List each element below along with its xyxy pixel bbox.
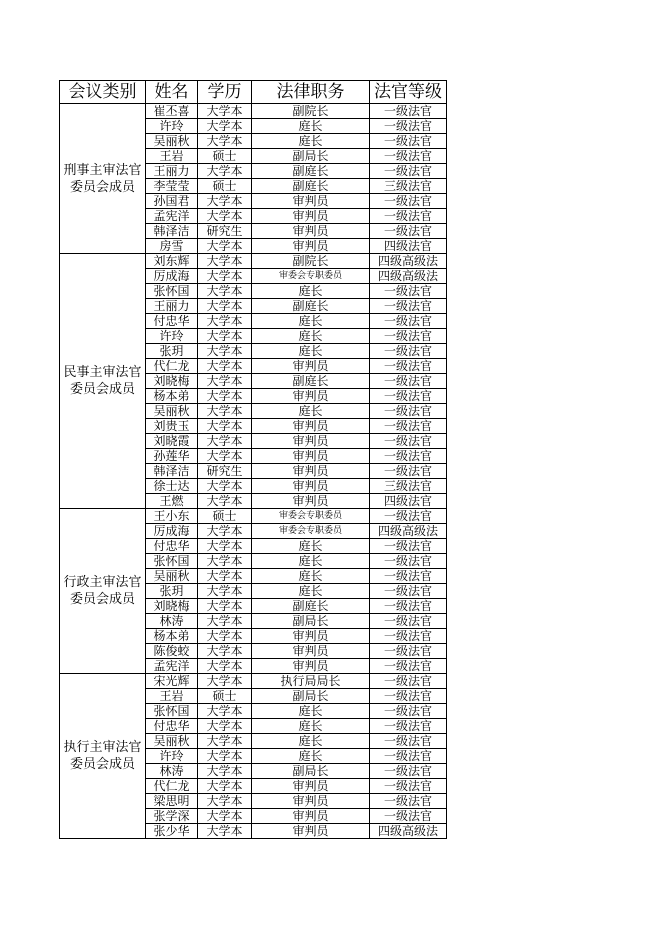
judge-rank-cell: 一级法官 bbox=[370, 614, 447, 629]
name-cell: 林涛 bbox=[146, 614, 198, 629]
education-cell: 研究生 bbox=[198, 224, 252, 239]
education-cell: 硕士 bbox=[198, 179, 252, 194]
judge-rank-cell: 一级法官 bbox=[370, 644, 447, 659]
name-cell: 许玲 bbox=[146, 749, 198, 764]
education-cell: 大学本 bbox=[198, 704, 252, 719]
name-cell: 刘晓梅 bbox=[146, 374, 198, 389]
table-body bbox=[60, 104, 447, 839]
education-cell: 大学本 bbox=[198, 809, 252, 824]
education-cell: 大学本 bbox=[198, 359, 252, 374]
education-cell: 硕士 bbox=[198, 149, 252, 164]
judge-rank-cell: 一级法官 bbox=[370, 119, 447, 134]
education-cell: 大学本 bbox=[198, 104, 252, 119]
education-cell: 大学本 bbox=[198, 794, 252, 809]
name-cell: 房雪 bbox=[146, 239, 198, 254]
judge-rank-cell: 一级法官 bbox=[370, 194, 447, 209]
legal-position-cell: 审判员 bbox=[252, 434, 370, 449]
judge-rank-cell: 一级法官 bbox=[370, 374, 447, 389]
judge-rank-cell: 一级法官 bbox=[370, 764, 447, 779]
name-cell: 孟宪洋 bbox=[146, 659, 198, 674]
name-cell: 王岩 bbox=[146, 149, 198, 164]
legal-position-cell: 副庭长 bbox=[252, 299, 370, 314]
judge-rank-cell: 一级法官 bbox=[370, 419, 447, 434]
name-cell: 吴丽秋 bbox=[146, 404, 198, 419]
legal-position-cell: 庭长 bbox=[252, 704, 370, 719]
legal-position-cell: 审判员 bbox=[252, 239, 370, 254]
legal-position-cell: 庭长 bbox=[252, 584, 370, 599]
legal-position-cell: 副庭长 bbox=[252, 374, 370, 389]
legal-position-cell: 庭长 bbox=[252, 314, 370, 329]
education-cell: 大学本 bbox=[198, 659, 252, 674]
judge-rank-cell: 一级法官 bbox=[370, 404, 447, 419]
education-cell: 大学本 bbox=[198, 239, 252, 254]
education-cell: 大学本 bbox=[198, 629, 252, 644]
judge-rank-cell: 一级法官 bbox=[370, 434, 447, 449]
legal-position-cell: 庭长 bbox=[252, 569, 370, 584]
name-cell: 许玲 bbox=[146, 119, 198, 134]
education-cell: 大学本 bbox=[198, 254, 252, 269]
education-cell: 大学本 bbox=[198, 329, 252, 344]
judge-rank-cell: 一级法官 bbox=[370, 149, 447, 164]
judge-rank-cell: 四级高级法 bbox=[370, 254, 447, 269]
education-cell: 大学本 bbox=[198, 194, 252, 209]
legal-position-cell: 副院长 bbox=[252, 254, 370, 269]
name-cell: 代仁龙 bbox=[146, 779, 198, 794]
education-cell: 大学本 bbox=[198, 674, 252, 689]
header-name: 姓名 bbox=[146, 81, 198, 104]
legal-position-cell: 审委会专职委员 bbox=[252, 509, 370, 524]
education-cell: 大学本 bbox=[198, 434, 252, 449]
judge-rank-cell: 三级法官 bbox=[370, 179, 447, 194]
name-cell: 孙莲华 bbox=[146, 449, 198, 464]
education-cell: 大学本 bbox=[198, 389, 252, 404]
name-cell: 林涛 bbox=[146, 764, 198, 779]
table-row bbox=[60, 104, 447, 119]
legal-position-cell: 审判员 bbox=[252, 794, 370, 809]
legal-position-cell: 庭长 bbox=[252, 539, 370, 554]
name-cell: 张少华 bbox=[146, 824, 198, 839]
judge-rank-cell: 一级法官 bbox=[370, 809, 447, 824]
judge-rank-cell: 一级法官 bbox=[370, 284, 447, 299]
legal-position-cell: 审判员 bbox=[252, 194, 370, 209]
education-cell: 大学本 bbox=[198, 344, 252, 359]
legal-position-cell: 审判员 bbox=[252, 659, 370, 674]
legal-position-cell: 庭长 bbox=[252, 749, 370, 764]
name-cell: 杨本弟 bbox=[146, 629, 198, 644]
judge-rank-cell: 一级法官 bbox=[370, 779, 447, 794]
legal-position-cell: 副局长 bbox=[252, 149, 370, 164]
judge-rank-cell: 一级法官 bbox=[370, 704, 447, 719]
table-row bbox=[60, 509, 447, 524]
legal-position-cell: 庭长 bbox=[252, 554, 370, 569]
judge-rank-cell: 一级法官 bbox=[370, 134, 447, 149]
name-cell: 韩泽洁 bbox=[146, 464, 198, 479]
judge-rank-cell: 一级法官 bbox=[370, 314, 447, 329]
judge-rank-cell: 一级法官 bbox=[370, 209, 447, 224]
judge-rank-cell: 一级法官 bbox=[370, 689, 447, 704]
education-cell: 大学本 bbox=[198, 539, 252, 554]
education-cell: 硕士 bbox=[198, 509, 252, 524]
judge-rank-cell: 一级法官 bbox=[370, 449, 447, 464]
judge-rank-cell: 一级法官 bbox=[370, 389, 447, 404]
education-cell: 大学本 bbox=[198, 494, 252, 509]
name-cell: 厉成海 bbox=[146, 524, 198, 539]
judge-rank-cell: 一级法官 bbox=[370, 569, 447, 584]
education-cell: 研究生 bbox=[198, 464, 252, 479]
legal-position-cell: 副局长 bbox=[252, 614, 370, 629]
education-cell: 大学本 bbox=[198, 779, 252, 794]
legal-position-cell: 副庭长 bbox=[252, 599, 370, 614]
judge-rank-cell: 一级法官 bbox=[370, 344, 447, 359]
legal-position-cell: 审判员 bbox=[252, 464, 370, 479]
header-row bbox=[60, 81, 447, 104]
name-cell: 刘晓霞 bbox=[146, 434, 198, 449]
judge-rank-cell: 四级高级法 bbox=[370, 824, 447, 839]
legal-position-cell: 审判员 bbox=[252, 389, 370, 404]
name-cell: 付忠华 bbox=[146, 539, 198, 554]
legal-position-cell: 审委会专职委员 bbox=[252, 524, 370, 539]
category-cell: 民事主审法官委员会成员 bbox=[60, 254, 146, 509]
name-cell: 厉成海 bbox=[146, 269, 198, 284]
education-cell: 大学本 bbox=[198, 284, 252, 299]
name-cell: 刘贵玉 bbox=[146, 419, 198, 434]
judge-rank-cell: 一级法官 bbox=[370, 584, 447, 599]
category-cell: 行政主审法官委员会成员 bbox=[60, 509, 146, 674]
name-cell: 崔丕喜 bbox=[146, 104, 198, 119]
judge-rank-cell: 四级高级法 bbox=[370, 524, 447, 539]
education-cell: 大学本 bbox=[198, 314, 252, 329]
legal-position-cell: 副庭长 bbox=[252, 164, 370, 179]
education-cell: 硕士 bbox=[198, 689, 252, 704]
education-cell: 大学本 bbox=[198, 449, 252, 464]
legal-position-cell: 审判员 bbox=[252, 809, 370, 824]
judge-rank-cell: 一级法官 bbox=[370, 734, 447, 749]
name-cell: 梁思明 bbox=[146, 794, 198, 809]
education-cell: 大学本 bbox=[198, 524, 252, 539]
name-cell: 王小东 bbox=[146, 509, 198, 524]
header-category: 会议类别 bbox=[60, 81, 146, 104]
name-cell: 吴丽秋 bbox=[146, 134, 198, 149]
legal-position-cell: 审委会专职委员 bbox=[252, 269, 370, 284]
name-cell: 徐士达 bbox=[146, 479, 198, 494]
education-cell: 大学本 bbox=[198, 269, 252, 284]
judge-rank-cell: 三级法官 bbox=[370, 479, 447, 494]
education-cell: 大学本 bbox=[198, 209, 252, 224]
judge-rank-cell: 四级高级法 bbox=[370, 269, 447, 284]
legal-position-cell: 执行局局长 bbox=[252, 674, 370, 689]
legal-position-cell: 审判员 bbox=[252, 494, 370, 509]
judge-rank-cell: 一级法官 bbox=[370, 749, 447, 764]
name-cell: 付忠华 bbox=[146, 314, 198, 329]
legal-position-cell: 审判员 bbox=[252, 629, 370, 644]
education-cell: 大学本 bbox=[198, 134, 252, 149]
name-cell: 刘东辉 bbox=[146, 254, 198, 269]
name-cell: 许玲 bbox=[146, 329, 198, 344]
name-cell: 张玥 bbox=[146, 344, 198, 359]
name-cell: 付忠华 bbox=[146, 719, 198, 734]
education-cell: 大学本 bbox=[198, 599, 252, 614]
name-cell: 张怀国 bbox=[146, 284, 198, 299]
judge-rank-cell: 一级法官 bbox=[370, 359, 447, 374]
judge-rank-cell: 四级法官 bbox=[370, 239, 447, 254]
name-cell: 孙国君 bbox=[146, 194, 198, 209]
legal-position-cell: 审判员 bbox=[252, 824, 370, 839]
name-cell: 吴丽秋 bbox=[146, 734, 198, 749]
judge-rank-cell: 一级法官 bbox=[370, 224, 447, 239]
name-cell: 王岩 bbox=[146, 689, 198, 704]
legal-position-cell: 副院长 bbox=[252, 104, 370, 119]
legal-position-cell: 庭长 bbox=[252, 404, 370, 419]
legal-position-cell: 审判员 bbox=[252, 359, 370, 374]
legal-position-cell: 审判员 bbox=[252, 419, 370, 434]
education-cell: 大学本 bbox=[198, 569, 252, 584]
committee-member-table bbox=[59, 80, 447, 839]
legal-position-cell: 庭长 bbox=[252, 119, 370, 134]
legal-position-cell: 审判员 bbox=[252, 449, 370, 464]
judge-rank-cell: 一级法官 bbox=[370, 509, 447, 524]
judge-rank-cell: 一级法官 bbox=[370, 464, 447, 479]
legal-position-cell: 审判员 bbox=[252, 209, 370, 224]
education-cell: 大学本 bbox=[198, 479, 252, 494]
judge-rank-cell: 一级法官 bbox=[370, 629, 447, 644]
judge-rank-cell: 一级法官 bbox=[370, 599, 447, 614]
judge-rank-cell: 一级法官 bbox=[370, 329, 447, 344]
header-education: 学历 bbox=[198, 81, 252, 104]
education-cell: 大学本 bbox=[198, 119, 252, 134]
header-judge-rank: 法官等级 bbox=[370, 81, 447, 104]
legal-position-cell: 审判员 bbox=[252, 779, 370, 794]
education-cell: 大学本 bbox=[198, 554, 252, 569]
name-cell: 杨本弟 bbox=[146, 389, 198, 404]
legal-position-cell: 审判员 bbox=[252, 224, 370, 239]
legal-position-cell: 庭长 bbox=[252, 284, 370, 299]
education-cell: 大学本 bbox=[198, 824, 252, 839]
name-cell: 宋光辉 bbox=[146, 674, 198, 689]
education-cell: 大学本 bbox=[198, 164, 252, 179]
judge-rank-cell: 一级法官 bbox=[370, 539, 447, 554]
name-cell: 吴丽秋 bbox=[146, 569, 198, 584]
legal-position-cell: 审判员 bbox=[252, 644, 370, 659]
legal-position-cell: 庭长 bbox=[252, 734, 370, 749]
judge-rank-cell: 一级法官 bbox=[370, 719, 447, 734]
table-row bbox=[60, 254, 447, 269]
education-cell: 大学本 bbox=[198, 644, 252, 659]
header-legal-position: 法律职务 bbox=[252, 81, 370, 104]
name-cell: 张玥 bbox=[146, 584, 198, 599]
legal-position-cell: 庭长 bbox=[252, 344, 370, 359]
name-cell: 张学深 bbox=[146, 809, 198, 824]
judge-rank-cell: 一级法官 bbox=[370, 164, 447, 179]
legal-position-cell: 庭长 bbox=[252, 134, 370, 149]
education-cell: 大学本 bbox=[198, 404, 252, 419]
legal-position-cell: 副局长 bbox=[252, 689, 370, 704]
name-cell: 代仁龙 bbox=[146, 359, 198, 374]
name-cell: 韩泽洁 bbox=[146, 224, 198, 239]
legal-position-cell: 庭长 bbox=[252, 329, 370, 344]
table-row bbox=[60, 674, 447, 689]
judge-rank-cell: 一级法官 bbox=[370, 674, 447, 689]
judge-rank-cell: 一级法官 bbox=[370, 554, 447, 569]
category-cell: 执行主审法官委员会成员 bbox=[60, 674, 146, 839]
name-cell: 张怀国 bbox=[146, 554, 198, 569]
judge-rank-cell: 一级法官 bbox=[370, 104, 447, 119]
education-cell: 大学本 bbox=[198, 374, 252, 389]
education-cell: 大学本 bbox=[198, 734, 252, 749]
name-cell: 王丽力 bbox=[146, 299, 198, 314]
name-cell: 孟宪洋 bbox=[146, 209, 198, 224]
name-cell: 陈俊蛟 bbox=[146, 644, 198, 659]
legal-position-cell: 审判员 bbox=[252, 479, 370, 494]
legal-position-cell: 副局长 bbox=[252, 764, 370, 779]
name-cell: 张怀国 bbox=[146, 704, 198, 719]
name-cell: 王燃 bbox=[146, 494, 198, 509]
name-cell: 刘晓梅 bbox=[146, 599, 198, 614]
legal-position-cell: 庭长 bbox=[252, 719, 370, 734]
judge-rank-cell: 一级法官 bbox=[370, 794, 447, 809]
education-cell: 大学本 bbox=[198, 764, 252, 779]
education-cell: 大学本 bbox=[198, 419, 252, 434]
legal-position-cell: 副庭长 bbox=[252, 179, 370, 194]
judge-rank-cell: 四级法官 bbox=[370, 494, 447, 509]
education-cell: 大学本 bbox=[198, 584, 252, 599]
judge-rank-cell: 一级法官 bbox=[370, 299, 447, 314]
name-cell: 王丽力 bbox=[146, 164, 198, 179]
judge-rank-cell: 一级法官 bbox=[370, 659, 447, 674]
education-cell: 大学本 bbox=[198, 614, 252, 629]
name-cell: 李莹莹 bbox=[146, 179, 198, 194]
education-cell: 大学本 bbox=[198, 719, 252, 734]
category-cell: 刑事主审法官委员会成员 bbox=[60, 104, 146, 254]
education-cell: 大学本 bbox=[198, 299, 252, 314]
education-cell: 大学本 bbox=[198, 749, 252, 764]
